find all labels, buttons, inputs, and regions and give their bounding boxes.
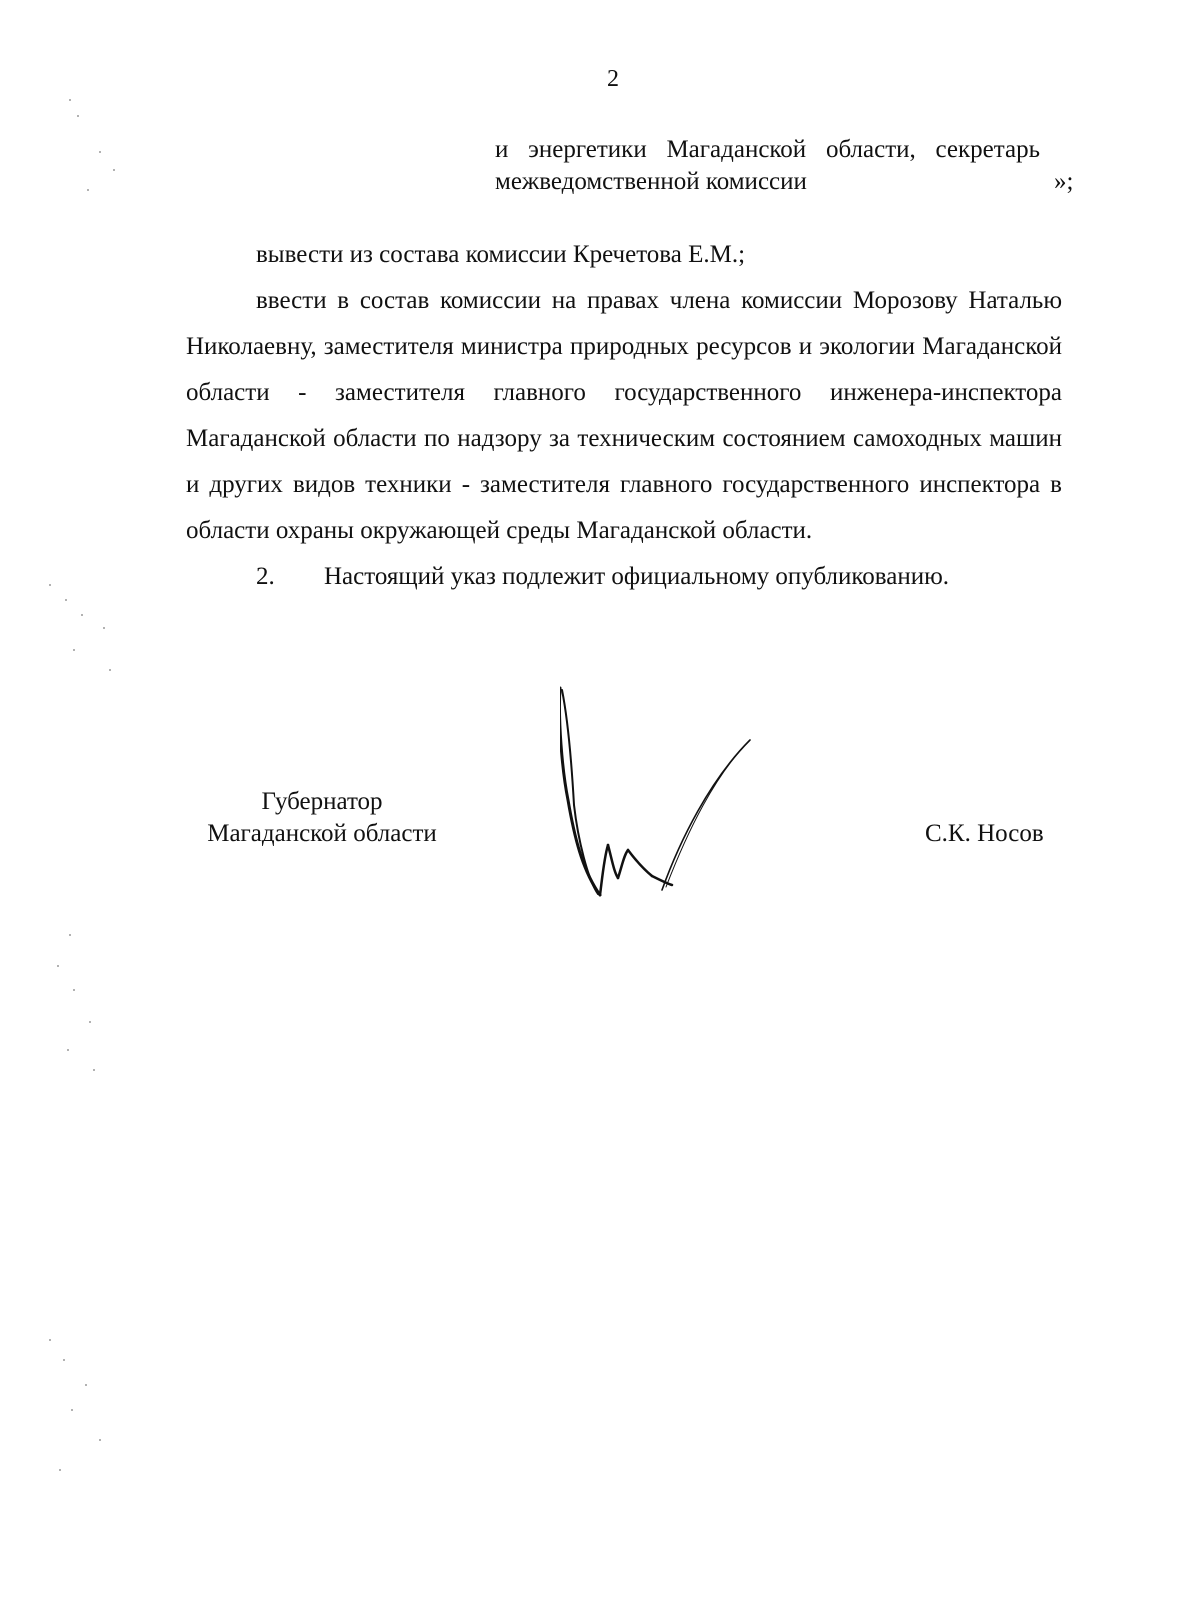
closing-quote-mark: »; — [1054, 168, 1074, 195]
handwritten-signature — [560, 680, 780, 920]
item-number: 2. — [256, 563, 275, 590]
signatory-title — [193, 786, 451, 850]
item-text: Настоящий указ подлежит официальному опубликованию. — [324, 563, 950, 590]
paragraph-add-member: ввести в состав комиссии на правах члена комиссии Морозову Наталью Николаевну, заместителя министра природных ресурсов и экологии Магаданской области - заместителя главного государственного инженера-инспектора Магаданской области по надзору за техническим состоянием самоходных машин и других видов техники - заместителя главного государственного инспектора в области охраны окружающей среды Магаданской области. — [186, 287, 1062, 544]
page-number: 2 — [607, 66, 619, 92]
numbered-item-2 — [186, 554, 1062, 600]
position-line-2: межведомственной комиссии — [495, 168, 807, 195]
position-line-1: и энергетики Магаданской области, секретарь — [495, 136, 1040, 163]
paragraph-remove-member: вывести из состава комиссии Кречетова Е.М.; — [256, 241, 746, 268]
document-body — [186, 232, 1062, 600]
signatory-name: С.К. Носов — [925, 820, 1044, 847]
signatory-title-line-1: Губернатор — [261, 788, 383, 815]
signatory-title-line-2: Магаданской области — [207, 820, 437, 847]
position-description — [495, 134, 1040, 198]
scan-noise-decoration — [30, 80, 170, 1530]
